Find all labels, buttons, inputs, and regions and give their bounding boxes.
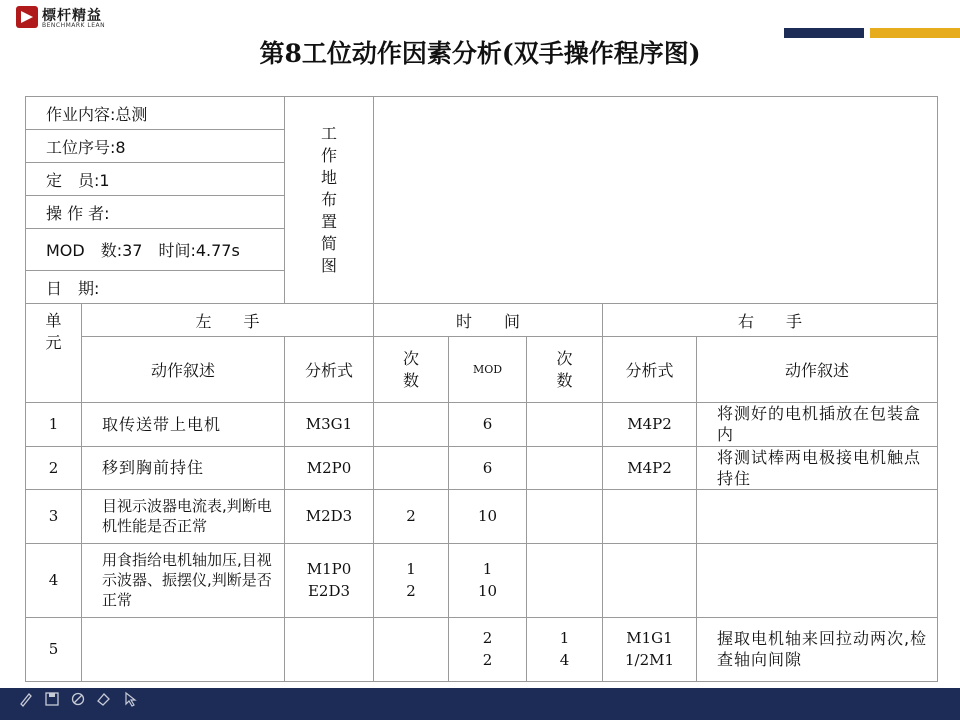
brand-logo <box>16 4 126 32</box>
mod-value-value: 6 <box>482 415 493 434</box>
mod-value <box>449 543 527 617</box>
layout-sketch-area <box>374 97 938 304</box>
right-count <box>527 403 603 446</box>
right-formula <box>603 617 697 681</box>
logo-name: 標杆精益 <box>42 8 102 24</box>
table-row <box>26 403 938 446</box>
pen-icon[interactable] <box>18 691 34 707</box>
right-desc-header: 动作叙述 <box>697 337 938 403</box>
right-hand-description <box>697 543 938 617</box>
page-title: 第8工位动作因素分析(双手操作程序图) <box>259 39 701 68</box>
right-hand-description: 将测试棒两电极接电机触点持住 <box>697 446 938 489</box>
right-formula <box>603 403 697 446</box>
count-header-char: 次 <box>402 348 419 368</box>
left-formula-value: M3G1 <box>305 415 353 434</box>
left-count <box>374 403 449 446</box>
station-number: 工位序号:8 <box>26 130 285 163</box>
right-formula-header: 分析式 <box>603 337 697 403</box>
left-formula-value: M1P0 <box>306 560 352 579</box>
unit-number: 3 <box>26 489 82 543</box>
mod-value-value: 6 <box>482 458 493 477</box>
logo-icon <box>16 6 38 28</box>
unit-number: 1 <box>26 403 82 446</box>
left-count-value: 2 <box>406 582 416 601</box>
layout-label-char: 地 <box>320 168 337 188</box>
mod-value-value: 2 <box>482 651 493 670</box>
unit-number: 5 <box>26 617 82 681</box>
mod-value <box>449 403 527 446</box>
right-hand-description: 将测好的电机插放在包装盒内 <box>697 403 938 446</box>
left-formula-value: E2D3 <box>307 582 351 601</box>
right-formula <box>603 543 697 617</box>
count-header-char: 数 <box>556 370 573 390</box>
right-formula <box>603 489 697 543</box>
date: 日 期: <box>26 271 285 304</box>
unit-header-char: 单 <box>45 311 62 331</box>
layout-label-char: 作 <box>320 146 337 166</box>
mod-value-value: 2 <box>482 629 493 648</box>
table-row <box>26 617 938 681</box>
left-count <box>374 446 449 489</box>
right-hand-description <box>697 489 938 543</box>
left-formula <box>285 489 374 543</box>
unit-number: 2 <box>26 446 82 489</box>
layout-label-char: 布 <box>320 190 337 210</box>
table-row <box>26 543 938 617</box>
right-count <box>527 617 603 681</box>
right-count-header <box>527 337 603 403</box>
save-icon[interactable] <box>44 691 60 707</box>
right-formula <box>603 446 697 489</box>
unit-header <box>26 304 82 403</box>
table-row <box>26 446 938 489</box>
left-count-value: 1 <box>406 560 416 579</box>
mod-value-value: 1 <box>482 560 493 579</box>
eraser-icon[interactable] <box>70 691 86 707</box>
right-count-value: 4 <box>559 651 570 670</box>
left-hand-description: 目视示波器电流表,判断电机性能是否正常 <box>82 489 285 543</box>
table-row <box>26 489 938 543</box>
left-formula-value: M2P0 <box>306 458 352 477</box>
layout-label-char: 简 <box>320 234 337 254</box>
count-header-char: 次 <box>556 348 573 368</box>
left-formula <box>285 543 374 617</box>
right-formula-value: M4P2 <box>627 415 672 434</box>
layout-label-char: 置 <box>320 212 337 232</box>
left-formula-header: 分析式 <box>285 337 374 403</box>
left-hand-description: 用食指给电机轴加压,目视示波器、振摆仪,判断是否正常 <box>82 543 285 617</box>
mod-header: MOD <box>449 337 527 403</box>
left-count-value: 2 <box>406 507 416 526</box>
right-hand-header: 右 手 <box>603 304 938 337</box>
left-formula <box>285 446 374 489</box>
left-formula-value: M2D3 <box>305 507 353 526</box>
count-header-char: 数 <box>402 370 419 390</box>
left-hand-description: 移到胸前持住 <box>82 446 285 489</box>
left-count <box>374 617 449 681</box>
left-formula <box>285 617 374 681</box>
time-header: 时 间 <box>374 304 603 337</box>
left-hand-description: 取传送带上电机 <box>82 403 285 446</box>
right-hand-description: 握取电机轴来回拉动两次,检查轴向间隙 <box>697 617 938 681</box>
mod-value-value: 10 <box>477 507 498 526</box>
right-count <box>527 489 603 543</box>
mod-value <box>449 446 527 489</box>
right-formula-value: M4P2 <box>627 458 672 477</box>
left-formula <box>285 403 374 446</box>
unit-number: 4 <box>26 543 82 617</box>
pointer-icon[interactable] <box>122 691 138 707</box>
mod-value-value: 10 <box>477 582 498 601</box>
mod-summary: MOD 数:37 时间:4.77s <box>26 229 285 271</box>
right-count <box>527 446 603 489</box>
job-content: 作业内容:总测 <box>26 97 285 130</box>
unit-header-char: 元 <box>45 333 62 353</box>
right-count-value: 1 <box>559 629 570 648</box>
right-formula-value: M1G1 <box>626 629 673 648</box>
left-count <box>374 543 449 617</box>
mod-value <box>449 489 527 543</box>
highlighter-icon[interactable] <box>96 691 112 707</box>
footer-bar <box>0 688 960 720</box>
slide-toolbar <box>18 691 138 715</box>
layout-label-char: 工 <box>320 124 337 144</box>
left-hand-description <box>82 617 285 681</box>
left-count <box>374 489 449 543</box>
layout-label-char: 图 <box>320 256 337 276</box>
left-hand-header: 左 手 <box>82 304 374 337</box>
left-count-header <box>374 337 449 403</box>
analysis-table <box>25 96 938 682</box>
layout-sketch-label <box>285 97 374 304</box>
right-formula-value: 1/2M1 <box>624 651 675 670</box>
staffing: 定 员:1 <box>26 163 285 196</box>
mod-value <box>449 617 527 681</box>
operator: 操 作 者: <box>26 196 285 229</box>
left-desc-header: 动作叙述 <box>82 337 285 403</box>
logo-subtitle: BENCHMARK LEAN <box>42 22 106 29</box>
right-count <box>527 543 603 617</box>
